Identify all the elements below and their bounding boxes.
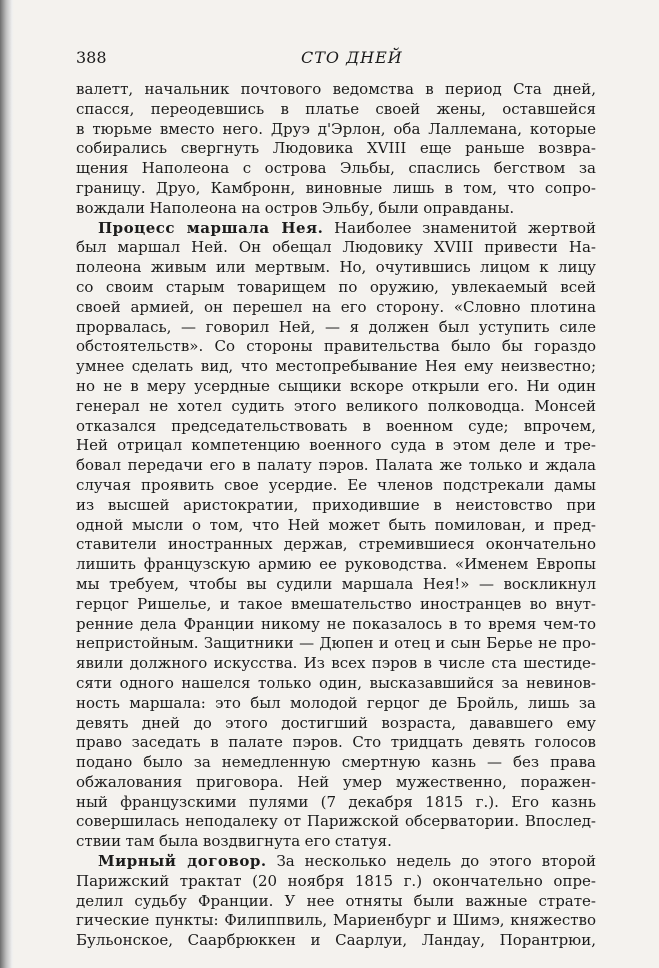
paragraph-ney-trial bbox=[76, 219, 596, 853]
text-fragment: Наиболее знаменитой жертвой bbox=[323, 218, 596, 237]
text-line: ный французскими пулями (7 декабря 1815 г.). Его казнь bbox=[76, 792, 596, 811]
text-line: ствии там была воздвигнута его статуя. bbox=[76, 832, 392, 851]
text-line: спасся, переодевшись в платье своей жены, оставшейся bbox=[76, 99, 596, 118]
running-title: СТО ДНЕЙ bbox=[301, 48, 403, 67]
text-line: собирались свергнуть Людовика XVIII еще раньше возвра- bbox=[76, 139, 596, 158]
text-line: со своим старым товарищем по оружию, увлекаемый всей bbox=[76, 277, 596, 296]
text-line: полеона живым или мертвым. Но, очутившись лицом к лицу bbox=[76, 258, 596, 277]
text-line: из высшей аристократии, приходившие в неистовство при bbox=[76, 495, 596, 514]
text-line: своей армией, он перешел на его сторону. «Словно плотина bbox=[76, 297, 596, 316]
text-line: случая проявить свое усердие. Ее членов подстрекали дамы bbox=[76, 475, 596, 494]
text-line: делил судьбу Франции. У нее отняты были важные страте- bbox=[76, 891, 596, 910]
text-line: Ней отрицал компетенцию военного суда в этом деле и тре- bbox=[76, 436, 596, 455]
text-line: герцог Ришелье, и такое вмешательство иностранцев во внут- bbox=[76, 594, 596, 613]
text-line: бовал передачи его в палату пэров. Палата же только и ждала bbox=[76, 456, 596, 475]
paragraph-1 bbox=[76, 80, 596, 219]
section-heading-peace-treaty: Мирный договор. bbox=[98, 852, 267, 871]
text-line: ставители иностранных держав, стремившиеся окончательно bbox=[76, 535, 596, 554]
page-header bbox=[76, 48, 596, 70]
text-line: явили должного искусства. Из всех пэров в числе ста шестиде- bbox=[76, 654, 596, 673]
text-line bbox=[76, 219, 596, 239]
text-line: право заседать в палате пэров. Сто тридцать девять голосов bbox=[76, 733, 596, 752]
text-line: подано было за немедленную смертную казнь — без права bbox=[76, 753, 596, 772]
page-number: 388 bbox=[76, 48, 107, 67]
text-line: границу. Друо, Камбронн, виновные лишь в том, что сопро- bbox=[76, 178, 596, 197]
text-line: девять дней до этого достигший возраста, дававшего ему bbox=[76, 713, 596, 732]
text-line: ность маршала: это был молодой герцог де Бройль, лишь за bbox=[76, 693, 596, 712]
text-line: Парижский трактат (20 ноября 1815 г.) окончательно опре- bbox=[76, 871, 596, 890]
text-line: обжалования приговора. Ней умер мужественно, поражен- bbox=[76, 772, 596, 791]
text-line: генерал не хотел судить этого великого полководца. Монсей bbox=[76, 396, 596, 415]
text-line: отказался председательствовать в военном суде; впрочем, bbox=[76, 416, 596, 435]
text-line: мы требуем, чтобы вы судили маршала Нея!» — воскликнул bbox=[76, 574, 596, 593]
text-line: прорвалась, — говорил Ней, — я должен был уступить силе bbox=[76, 317, 596, 336]
text-line: Бульонское, Саарбрюккен и Саарлуи, Ландау, Порантрюи, bbox=[76, 931, 596, 950]
text-line: в тюрьме вместо него. Друэ д'Эрлон, оба Лаллемана, которые bbox=[76, 119, 596, 138]
text-line: валетт, начальник почтового ведомства в период Ста дней, bbox=[76, 80, 596, 98]
text-line: ренние дела Франции никому не показалось в то время чем-то bbox=[76, 614, 596, 633]
text-line: умнее сделать вид, что местопребывание Нея ему неизвестно; bbox=[76, 357, 596, 376]
text-line bbox=[76, 852, 596, 872]
text-line: сяти одного нашелся только один, высказавшийся за невинов- bbox=[76, 673, 596, 692]
text-line: но не в меру усердные сыщики вскоре открыли его. Ни один bbox=[76, 376, 596, 395]
text-line: лишить французскую армию ее руководства. «Именем Европы bbox=[76, 555, 596, 574]
text-line: одной мысли о том, что Ней может быть помилован, и пред- bbox=[76, 515, 596, 534]
paragraph-peace-treaty bbox=[76, 852, 596, 951]
page-binding-shadow bbox=[0, 0, 14, 968]
text-fragment: За несколько недель до этого второй bbox=[266, 852, 596, 871]
text-line: совершилась неподалеку от Парижской обсерватории. Впослед- bbox=[76, 812, 596, 831]
text-line: вождали Наполеона на остров Эльбу, были оправданы. bbox=[76, 198, 515, 217]
text-line: гические пункты: Филиппвиль, Мариенбург и Шимэ, княжество bbox=[76, 911, 596, 930]
text-line: был маршал Ней. Он обещал Людовику XVIII привести На- bbox=[76, 238, 596, 257]
section-heading-ney-trial: Процесс маршала Нея. bbox=[98, 218, 324, 237]
body-text bbox=[76, 80, 596, 951]
text-line: обстоятельств». Со стороны правительства было бы гораздо bbox=[76, 337, 596, 356]
text-line: щения Наполеона с острова Эльбы, спаслись бегством за bbox=[76, 159, 596, 178]
text-line: непристойным. Защитники — Дюпен и отец и сын Берье не про- bbox=[76, 634, 596, 653]
